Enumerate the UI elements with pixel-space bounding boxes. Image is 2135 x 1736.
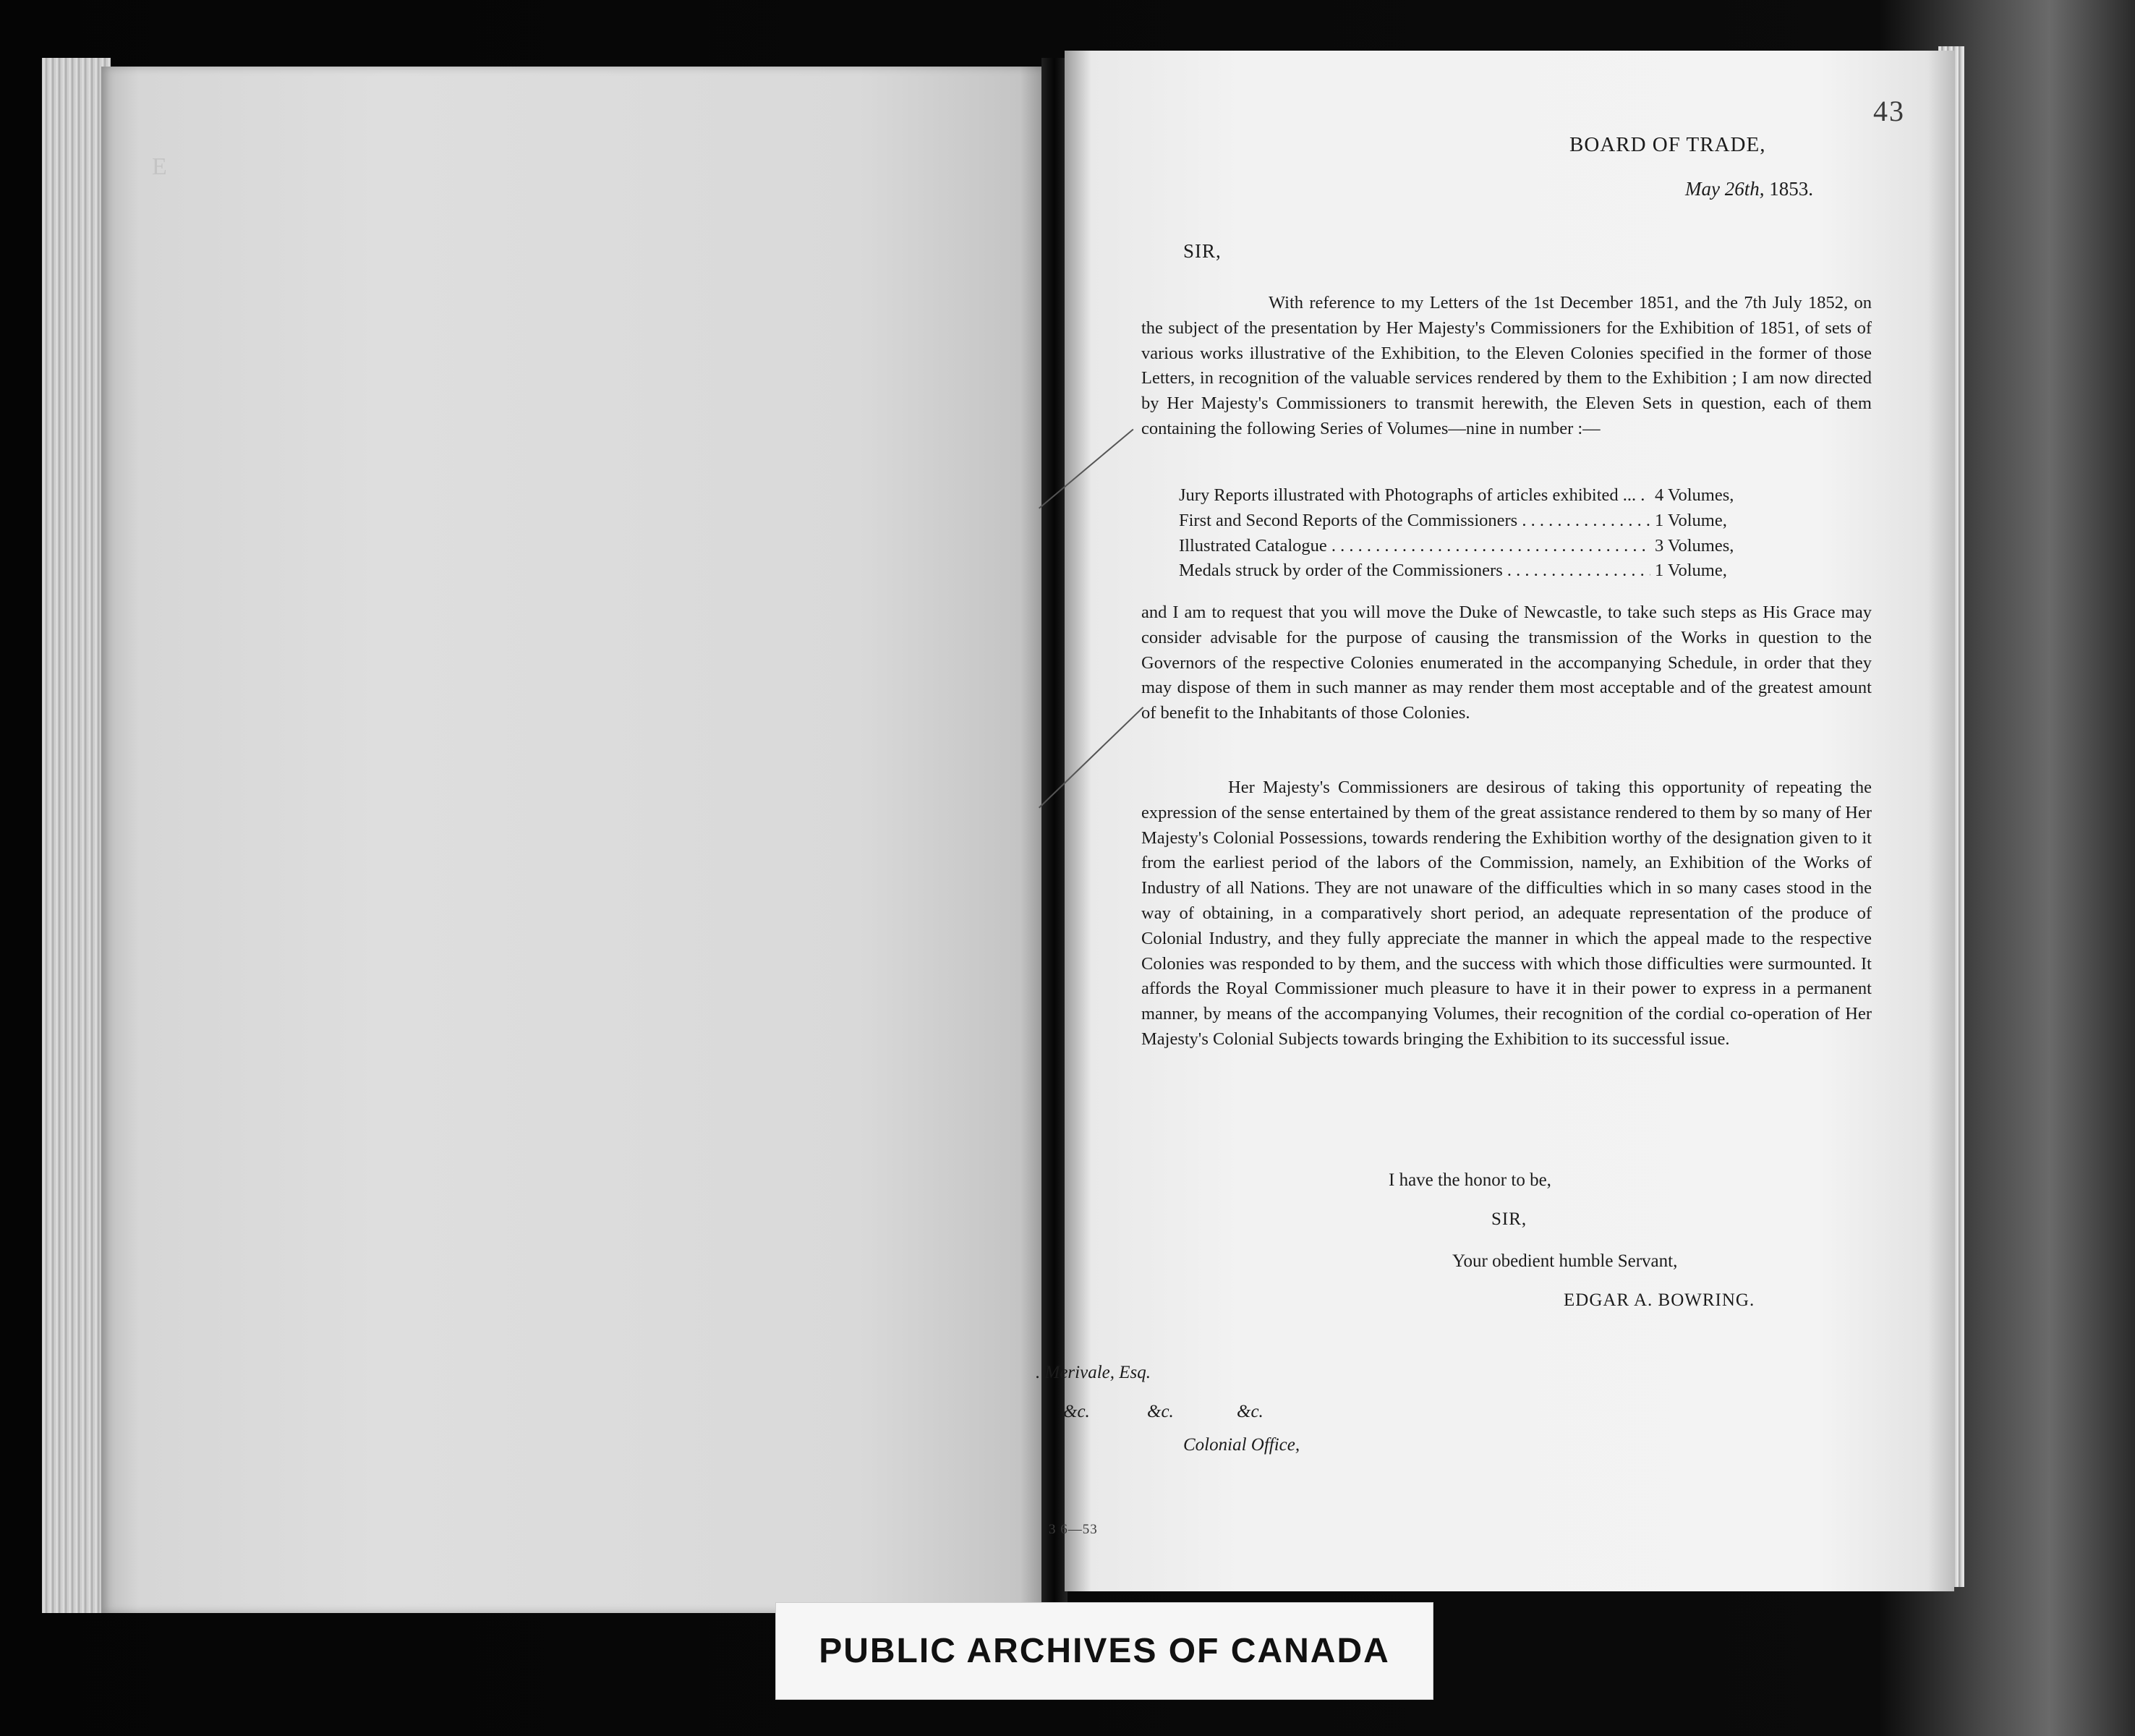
date-month-day: May 26th, <box>1685 178 1765 200</box>
archive-stamp <box>775 1602 1433 1700</box>
volume-item <box>1179 534 1830 559</box>
addressee-etc: &c. <box>1237 1402 1263 1421</box>
closing-honor: I have the honor to be, <box>1389 1170 1551 1190</box>
volume-title: Medals struck by order of the Commissioners . . . <box>1179 558 1650 584</box>
addressee-etc: &c. <box>1147 1402 1174 1421</box>
letter-date <box>1685 178 1813 200</box>
addressee-etc: &c. <box>1063 1402 1090 1421</box>
volume-item <box>1179 558 1830 584</box>
volume-count: 1 Volume, <box>1655 510 1727 530</box>
paragraph-request: and I am to request that you will move the Duke of Newcastle, to take such steps as His Grace may consider advisable for the purpose of causing the transmission of the Works in question to the Governors of the respective Colonies enumerated in the accompanying Schedule, in order that they may dispose of them in such manner as may render them most acceptable and of the greatest amount of benefit to the Inhabitants of those Colonies. <box>1141 603 1872 723</box>
page-number: 43 <box>1873 95 1905 127</box>
volume-title: Jury Reports illustrated with Photographs of articles exhibited ... . . . <box>1179 483 1650 509</box>
date-year: 1853. <box>1769 178 1813 200</box>
volume-item <box>1179 509 1830 534</box>
paragraph-commissioners: Her Majesty's Commissioners are desirous of taking this opportunity of repeating the expression of the sense entertained by them of the great assistance rendered to them by so many of Her Majesty's Colonial Possessions, towards rendering the Exhibition worthy of the designation given to it from the earliest period of the labors of the Commission, namely, an Exhibition of the Works of Industry of all Nations. They are not unaware of the difficulties which in so many cases stood in the way of obtaining, in a comparatively short period, an adequate representation of the produce of Colonial Industry, and they fully appreciate the manner in which the appeal made to the respective Colonies was responded to by them, and the success with which those difficulties were surmounted. It affords the Royal Commissioner much pleasure to have it in their power to express in a permanent manner, by means of the accompanying Volumes, their recognition of the cordial co-operation of Her Majesty's Colonial Subjects towards bringing the Exhibition to its successful issue. <box>1141 778 1872 1049</box>
addressee-office: Colonial Office, <box>1183 1435 1300 1455</box>
letter-heading: BOARD OF TRADE, <box>1569 133 1766 156</box>
book-gutter <box>1041 58 1068 1628</box>
paragraph-reference: With reference to my Letters of the 1st December 1851, and the 7th July 1852, on the subject of the presentation by Her Majesty's Commissioners for the Exhibition of 1851, of sets of various works illustrative of the Exhibition, to the Eleven Colonies specified in the former of those Letters, in recognition of the valuable services rendered by them to the Exhibition ; I am now directed by Her Majesty's Commissioners to transmit herewith, the Eleven Sets in question, each of them containing the following Series of Volumes—nine in number :— <box>1141 293 1872 438</box>
closing-servant: Your obedient humble Servant, <box>1452 1251 1678 1271</box>
closing-sir: SIR, <box>1491 1209 1527 1229</box>
volumes-list <box>1179 483 1830 584</box>
archive-stamp-label: PUBLIC ARCHIVES OF CANADA <box>819 1632 1390 1670</box>
volume-title: First and Second Reports of the Commissioners . . . <box>1179 509 1650 534</box>
signature: EDGAR A. BOWRING. <box>1564 1290 1755 1310</box>
bleed-through-mark: E <box>152 153 167 180</box>
volume-title: Illustrated Catalogue . . . <box>1179 534 1650 559</box>
volume-count: 1 Volume, <box>1655 561 1727 581</box>
left-page-edges <box>42 58 111 1613</box>
left-page-blank <box>101 67 1049 1613</box>
volume-item <box>1179 483 1830 509</box>
addressee-name: . Merivale, Esq. <box>1036 1363 1151 1382</box>
volume-count: 4 Volumes, <box>1655 485 1734 505</box>
volume-count: 3 Volumes, <box>1655 535 1734 556</box>
print-code: 3 6—53 <box>1049 1522 1098 1537</box>
salutation: SIR, <box>1183 240 1222 262</box>
